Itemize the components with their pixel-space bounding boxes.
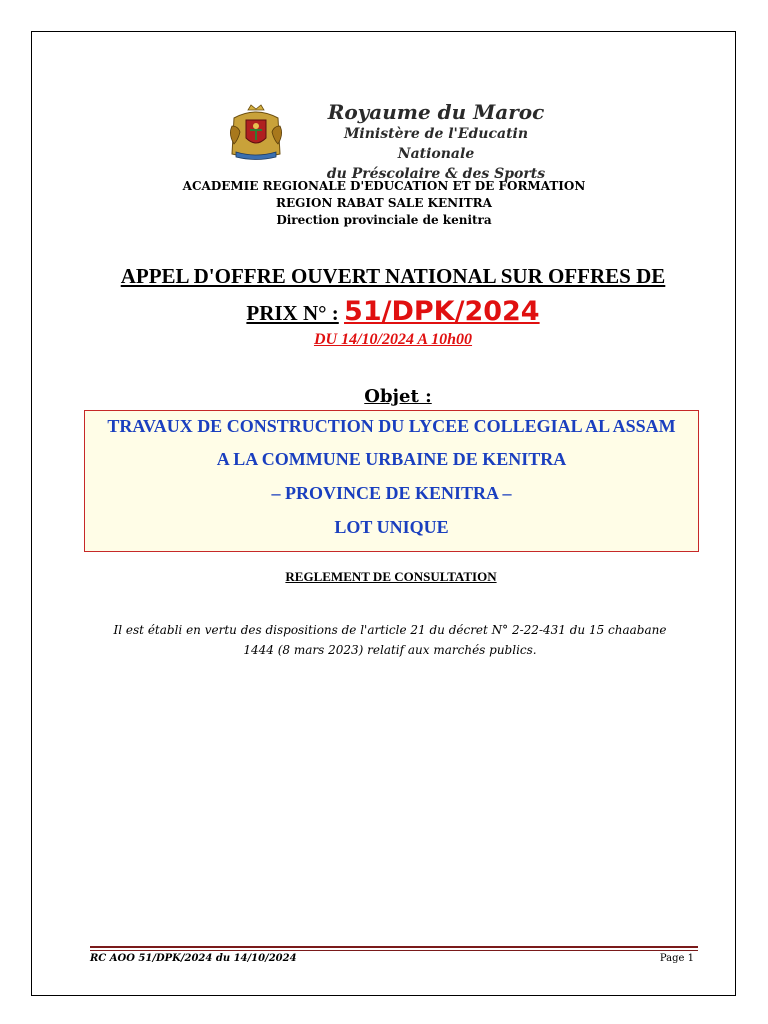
tender-prefix: PRIX N° : bbox=[246, 301, 339, 325]
tender-number: 51/DPK/2024 bbox=[344, 296, 540, 327]
object-line: LOT UNIQUE bbox=[334, 517, 449, 537]
object-line: – PROVINCE DE KENITRA – bbox=[271, 483, 512, 503]
authority-line1: ACADEMIE REGIONALE D'EDUCATION ET DE FORMATION bbox=[182, 179, 586, 193]
consultation-text bbox=[90, 620, 690, 660]
authority-line3: Direction provinciale de kenitra bbox=[276, 213, 492, 227]
object-box bbox=[84, 410, 699, 552]
page-number: Page 1 bbox=[659, 953, 694, 964]
object-heading: Objet : bbox=[364, 386, 432, 407]
consultation-text-line1: Il est établi en vertu des dispositions de l'article 21 du décret N° 2-22-431 du 15 chaabane bbox=[113, 623, 667, 637]
consultation-text-line2: 1444 (8 mars 2023) relatif aux marchés publics. bbox=[243, 643, 537, 657]
footer-rule-thin bbox=[90, 950, 698, 951]
footer-rule bbox=[90, 946, 698, 948]
object-line: TRAVAUX DE CONSTRUCTION DU LYCEE COLLEGIAL AL ASSAM bbox=[107, 416, 676, 436]
moroccan-coat-of-arms-icon bbox=[226, 104, 286, 162]
kingdom-header bbox=[306, 100, 566, 184]
tender-date: DU 14/10/2024 A 10h00 bbox=[313, 331, 473, 348]
tender-title-line1: APPEL D'OFFRE OUVERT NATIONAL SUR OFFRES DE bbox=[120, 264, 666, 288]
ministry-line2: du Préscolaire & des Sports bbox=[326, 166, 546, 182]
authority-line2: REGION RABAT SALE KENITRA bbox=[276, 196, 492, 210]
object-line: A LA COMMUNE URBAINE DE KENITRA bbox=[216, 449, 567, 469]
consultation-heading: REGLEMENT DE CONSULTATION bbox=[285, 569, 497, 584]
ministry-line1: Ministère de l'Educatin Nationale bbox=[343, 126, 529, 162]
tender-title-line2 bbox=[0, 296, 768, 327]
footer-reference: RC AOO 51/DPK/2024 du 14/10/2024 bbox=[90, 953, 297, 964]
kingdom-title: Royaume du Maroc bbox=[327, 100, 545, 124]
authority-block bbox=[0, 178, 768, 229]
